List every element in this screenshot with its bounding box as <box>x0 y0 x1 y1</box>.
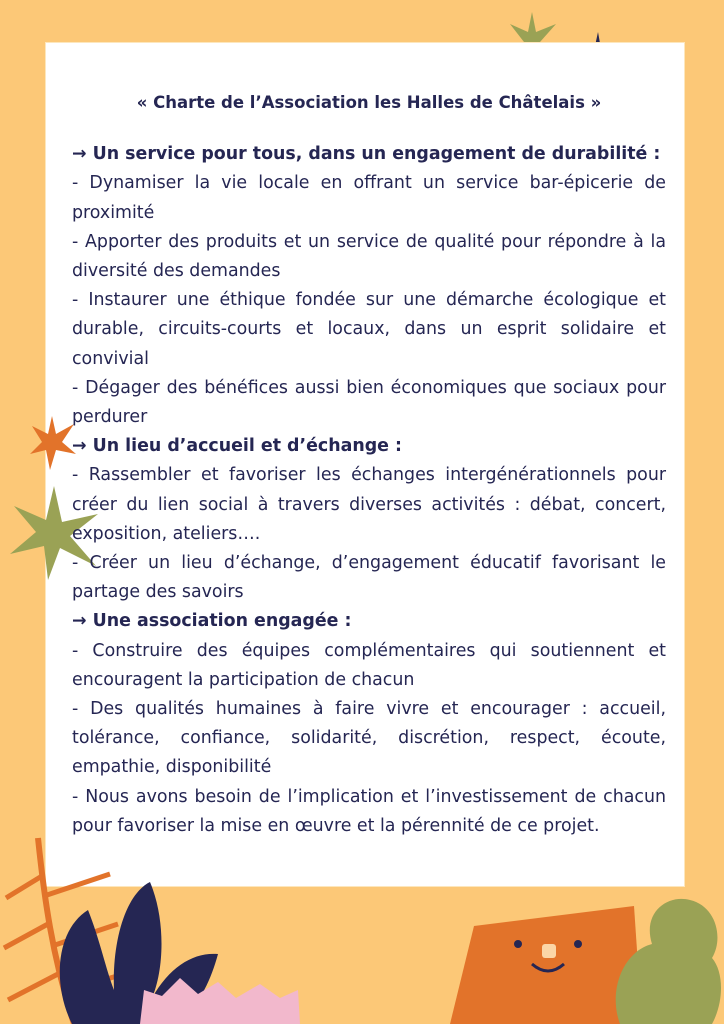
section-heading: → Une association engagée : <box>72 611 352 632</box>
list-item: - Nous avons besoin de l’implication et l’investissement de chacun pour favoriser la mise en œuvre et la pérennité de ce projet. <box>72 786 666 836</box>
olive-bush-icon <box>612 892 724 1024</box>
document-title: « Charte de l’Association les Halles de Châtelais » <box>136 93 602 112</box>
list-item: - Instaurer une éthique fondée sur une démarche écologique et durable, circuits-courts et locaux, dans un esprit solidaire et convivial <box>72 290 666 369</box>
orange-star-icon <box>28 414 78 472</box>
section-heading: → Un lieu d’accueil et d’échange : <box>72 436 402 457</box>
list-item: - Construire des équipes complémentaires qui soutiennent et encouragent la participation de chacun <box>72 640 666 690</box>
section-service <box>72 140 666 432</box>
document-body <box>72 88 666 841</box>
list-item: - Créer un lieu d’échange, d’engagement éducatif favorisant le partage des savoirs <box>72 553 666 603</box>
list-item: - Apporter des produits et un service de qualité pour répondre à la diversité des demandes <box>72 231 666 282</box>
section-heading: → Un service pour tous, dans un engagement de durabilité : <box>72 144 661 165</box>
list-item: - Rassembler et favoriser les échanges intergénérationnels pour créer du lien social à travers diverses activités : débat, concert, exposition, ateliers…. <box>72 465 666 544</box>
section-lieu <box>72 432 666 607</box>
section-association <box>72 607 666 841</box>
list-item: - Dynamiser la vie locale en offrant un service bar-épicerie de proximité <box>72 173 666 223</box>
list-item: - Dégager des bénéfices aussi bien économiques que sociaux pour perdurer <box>72 377 666 428</box>
pink-shape-icon <box>140 976 300 1024</box>
list-item: - Des qualités humaines à faire vivre et encourager : accueil, tolérance, confiance, solidarité, discrétion, respect, écoute, empathie, disponibilité <box>72 699 666 778</box>
